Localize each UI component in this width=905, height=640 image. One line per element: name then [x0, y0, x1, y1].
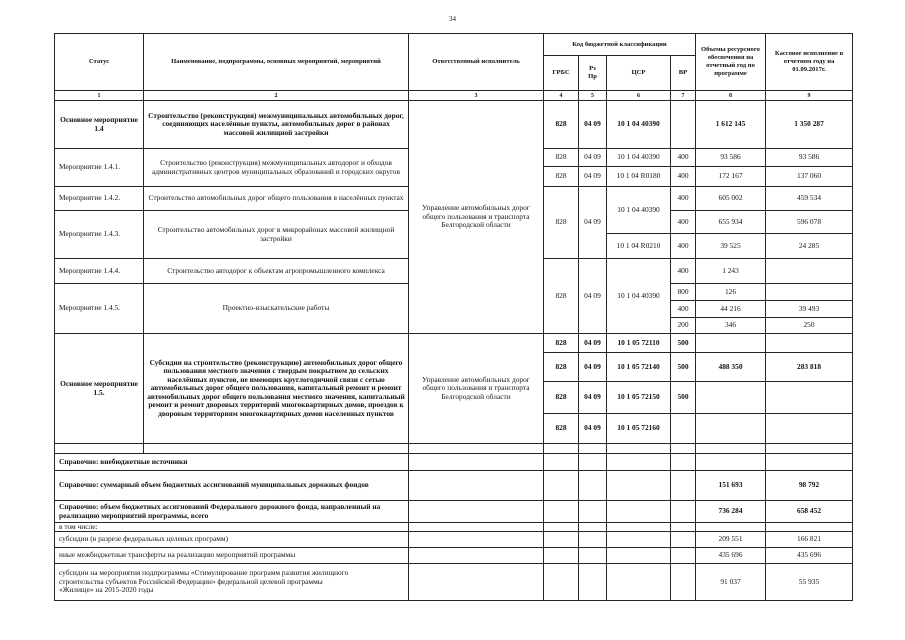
empty-cell [607, 523, 671, 532]
volume-cell [696, 523, 766, 532]
header-name: Наименование, подпрограммы, основных мероприятий, мероприятий [144, 34, 409, 91]
vr-cell: 400 [671, 167, 696, 187]
csr-cell: 10 1 04 40390 [607, 101, 671, 149]
name-cell: Проектно-изыскательские работы [144, 284, 409, 334]
empty-cell [544, 454, 579, 471]
empty-cell [579, 564, 607, 601]
empty-cell [696, 444, 766, 454]
name-cell: Субсидии на строительство (реконструкцию) автомобильных дорог общего пользования местного значения с твердым покрытием до сельских населённых пунктов, не имеющих круглогодичной связи с сетью автомобильных дорог общего пользования, капитальный ремонт и ремонт автомобильных дорог общего пользования местного значения, капитальный ремонт и ремонт дворовых территорий многоквартирных домов, проездов к дворовым территориям многоквартирных домов населенных пунктов [144, 334, 409, 444]
reference-label: субсидии (в разрезе федеральных целевых программ) [55, 532, 409, 548]
reference-row [55, 454, 853, 471]
volume-cell [696, 334, 766, 353]
empty-cell [144, 444, 409, 454]
empty-cell [544, 444, 579, 454]
header-rzpr [579, 56, 607, 91]
empty-cell [544, 471, 579, 501]
empty-cell [671, 471, 696, 501]
header-volume: Объемы ресурсного обеспечения на отчетный год по программе [696, 34, 766, 91]
empty-cell [409, 454, 544, 471]
cash-cell: 98 792 [766, 471, 853, 501]
csr-cell: 10 1 05 72160 [607, 414, 671, 444]
cash-cell: 459 534 [766, 187, 853, 211]
vr-cell: 500 [671, 334, 696, 353]
rzpr-cell: 04 09 [579, 382, 607, 414]
vr-cell: 400 [671, 187, 696, 211]
reference-label: в том числе: [55, 523, 409, 532]
cash-cell: 596 078 [766, 211, 853, 234]
empty-cell [766, 444, 853, 454]
column-number: 8 [696, 91, 766, 101]
cash-cell [766, 523, 853, 532]
rzpr-cell: 04 09 [579, 149, 607, 167]
executor-cell: Управление автомобильных дорог общего пользования и транспорта Белгородской области [409, 334, 544, 444]
table-row [55, 334, 853, 353]
status-cell: Мероприятие 1.4.5. [55, 284, 144, 334]
empty-cell [579, 471, 607, 501]
volume-cell: 1 243 [696, 259, 766, 284]
reference-row [55, 548, 853, 564]
empty-cell [409, 444, 544, 454]
empty-cell [579, 548, 607, 564]
volume-cell: 172 167 [696, 167, 766, 187]
column-number: 9 [766, 91, 853, 101]
vr-cell: 400 [671, 149, 696, 167]
executor-cell: Управление автомобильных дорог общего пользования и транспорта Белгородской области [409, 101, 544, 334]
header-grbs: ГРБС [544, 56, 579, 91]
empty-cell [579, 454, 607, 471]
empty-row [55, 444, 853, 454]
column-number: 6 [607, 91, 671, 101]
reference-label: Справочно: суммарный объем бюджетных ассигнований муниципальных дорожных фондов [55, 471, 409, 501]
column-number: 2 [144, 91, 409, 101]
csr-cell: 10 1 05 72150 [607, 382, 671, 414]
rzpr-cell: 04 09 [579, 334, 607, 353]
empty-cell [544, 532, 579, 548]
rzpr-cell: 04 09 [579, 101, 607, 149]
csr-cell: 10 1 04 R0210 [607, 234, 671, 259]
vr-cell: 200 [671, 318, 696, 334]
empty-cell [409, 501, 544, 523]
grbs-cell: 828 [544, 353, 579, 382]
vr-cell: 400 [671, 234, 696, 259]
volume-cell: 126 [696, 284, 766, 301]
cash-cell [766, 382, 853, 414]
grbs-cell: 828 [544, 414, 579, 444]
empty-cell [409, 523, 544, 532]
empty-cell [544, 501, 579, 523]
header-cash: Кассовое исполнение в отчетном году на 01.09.2017г. [766, 34, 853, 91]
empty-cell [607, 471, 671, 501]
volume-cell: 91 037 [696, 564, 766, 601]
status-cell: Мероприятие 1.4.1. [55, 149, 144, 187]
empty-cell [55, 444, 144, 454]
csr-cell: 10 1 05 72110 [607, 334, 671, 353]
reference-label: субсидии на мероприятия подпрограммы «Стимулирование программ развития жилищного строительства субъектов Российской Федерации» федеральной целевой программы «Жилище» на 2015-2020 годы [55, 564, 409, 601]
header-status: Статус [55, 34, 144, 91]
cash-cell [766, 284, 853, 301]
vr-cell [671, 101, 696, 149]
csr-cell: 10 1 04 40390 [607, 149, 671, 167]
volume-cell [696, 454, 766, 471]
volume-cell: 209 551 [696, 532, 766, 548]
name-cell: Строительство (реконструкция) межмуниципальных автодорог и обходов административных центров муниципальных образований и городских округов [144, 149, 409, 187]
rzpr-cell: 04 09 [579, 167, 607, 187]
rzpr-cell: 04 09 [579, 353, 607, 382]
cash-cell: 24 285 [766, 234, 853, 259]
csr-cell: 10 1 05 72140 [607, 353, 671, 382]
column-number-row [55, 91, 853, 101]
column-number: 1 [55, 91, 144, 101]
empty-cell [544, 523, 579, 532]
table-row [55, 101, 853, 149]
empty-cell [544, 564, 579, 601]
cash-cell: 283 818 [766, 353, 853, 382]
empty-cell [671, 548, 696, 564]
name-cell: Строительство автомобильных дорог общего пользования в населённых пунктах [144, 187, 409, 211]
grbs-cell: 828 [544, 149, 579, 167]
grbs-cell: 828 [544, 101, 579, 149]
empty-cell [409, 532, 544, 548]
grbs-cell: 828 [544, 334, 579, 353]
empty-cell [671, 501, 696, 523]
vr-cell: 500 [671, 353, 696, 382]
empty-cell [544, 548, 579, 564]
cash-cell: 435 696 [766, 548, 853, 564]
empty-cell [579, 444, 607, 454]
header-csr: ЦСР [607, 56, 671, 91]
cash-cell [766, 259, 853, 284]
reference-row [55, 501, 853, 523]
cash-cell [766, 334, 853, 353]
vr-cell: 800 [671, 284, 696, 301]
column-number: 7 [671, 91, 696, 101]
volume-cell: 488 350 [696, 353, 766, 382]
empty-cell [607, 444, 671, 454]
reference-row [55, 532, 853, 548]
volume-cell: 44 216 [696, 301, 766, 318]
empty-cell [579, 523, 607, 532]
vr-cell: 400 [671, 259, 696, 284]
name-cell: Строительство автомобильных дорог в микрорайонах массовой жилищной застройки [144, 211, 409, 259]
empty-cell [671, 444, 696, 454]
volume-cell: 93 586 [696, 149, 766, 167]
name-cell: Строительство (реконструкция) межмуниципальных автомобильных дорог, соединяющих населённые пункты, автомобильных дорог в районах массовой жилищной застройки [144, 101, 409, 149]
cash-cell: 39 493 [766, 301, 853, 318]
header-row [55, 34, 853, 56]
cash-cell: 658 452 [766, 501, 853, 523]
reference-label: Справочно: внебюджетные источники [55, 454, 409, 471]
empty-cell [409, 564, 544, 601]
page-number: 34 [449, 15, 456, 23]
empty-cell [671, 564, 696, 601]
volume-cell: 39 525 [696, 234, 766, 259]
cash-cell [766, 414, 853, 444]
csr-cell: 10 1 04 40390 [607, 187, 671, 234]
reference-row [55, 564, 853, 601]
status-cell: Мероприятие 1.4.2. [55, 187, 144, 211]
vr-cell [671, 414, 696, 444]
volume-cell: 435 696 [696, 548, 766, 564]
column-number: 3 [409, 91, 544, 101]
header-executor: Ответственный исполнитель [409, 34, 544, 91]
status-cell: Основное мероприятие 1.5. [55, 334, 144, 444]
status-cell: Мероприятие 1.4.4. [55, 259, 144, 284]
volume-cell [696, 414, 766, 444]
cash-cell: 137 060 [766, 167, 853, 187]
column-number: 5 [579, 91, 607, 101]
reference-row [55, 523, 853, 532]
reference-label: Справочно: объем бюджетных ассигнований Федерального дорожного фонда, направленный на реализацию мероприятий программы, всего [55, 501, 409, 523]
vr-cell: 500 [671, 382, 696, 414]
empty-cell [671, 532, 696, 548]
cash-cell: 166 821 [766, 532, 853, 548]
rzpr-cell: 04 09 [579, 414, 607, 444]
volume-cell: 736 284 [696, 501, 766, 523]
name-cell: Строительство автодорог к объектам агропромышленного комплекса [144, 259, 409, 284]
empty-cell [607, 501, 671, 523]
csr-cell: 10 1 04 R0180 [607, 167, 671, 187]
empty-cell [579, 501, 607, 523]
status-cell: Основное мероприятие 1.4 [55, 101, 144, 149]
vr-cell: 400 [671, 301, 696, 318]
volume-cell: 655 934 [696, 211, 766, 234]
volume-cell: 151 693 [696, 471, 766, 501]
grbs-cell: 828 [544, 259, 579, 334]
cash-cell: 250 [766, 318, 853, 334]
cash-cell: 55 935 [766, 564, 853, 601]
empty-cell [579, 532, 607, 548]
header-vr: ВР [671, 56, 696, 91]
grbs-cell: 828 [544, 187, 579, 259]
empty-cell [671, 454, 696, 471]
cash-cell [766, 454, 853, 471]
empty-cell [607, 548, 671, 564]
volume-cell: 1 612 145 [696, 101, 766, 149]
program-resource-table [54, 33, 853, 601]
header-rz: Рз [589, 65, 596, 73]
header-pr: Пр [588, 73, 597, 80]
volume-cell: 605 002 [696, 187, 766, 211]
column-number: 4 [544, 91, 579, 101]
empty-cell [409, 548, 544, 564]
volume-cell: 346 [696, 318, 766, 334]
header-budget-code: Код бюджетной классификации [544, 34, 696, 56]
empty-cell [607, 532, 671, 548]
reference-row [55, 471, 853, 501]
grbs-cell: 828 [544, 167, 579, 187]
empty-cell [607, 564, 671, 601]
empty-cell [409, 471, 544, 501]
empty-cell [671, 523, 696, 532]
cash-cell: 1 350 287 [766, 101, 853, 149]
vr-cell: 400 [671, 211, 696, 234]
csr-cell: 10 1 04 40390 [607, 259, 671, 334]
status-cell: Мероприятие 1.4.3. [55, 211, 144, 259]
grbs-cell: 828 [544, 382, 579, 414]
volume-cell [696, 382, 766, 414]
rzpr-cell: 04 09 [579, 259, 607, 334]
empty-cell [607, 454, 671, 471]
cash-cell: 93 586 [766, 149, 853, 167]
rzpr-cell: 04 09 [579, 187, 607, 259]
reference-label: иные межбюджетные трансферты на реализацию мероприятий программы [55, 548, 409, 564]
